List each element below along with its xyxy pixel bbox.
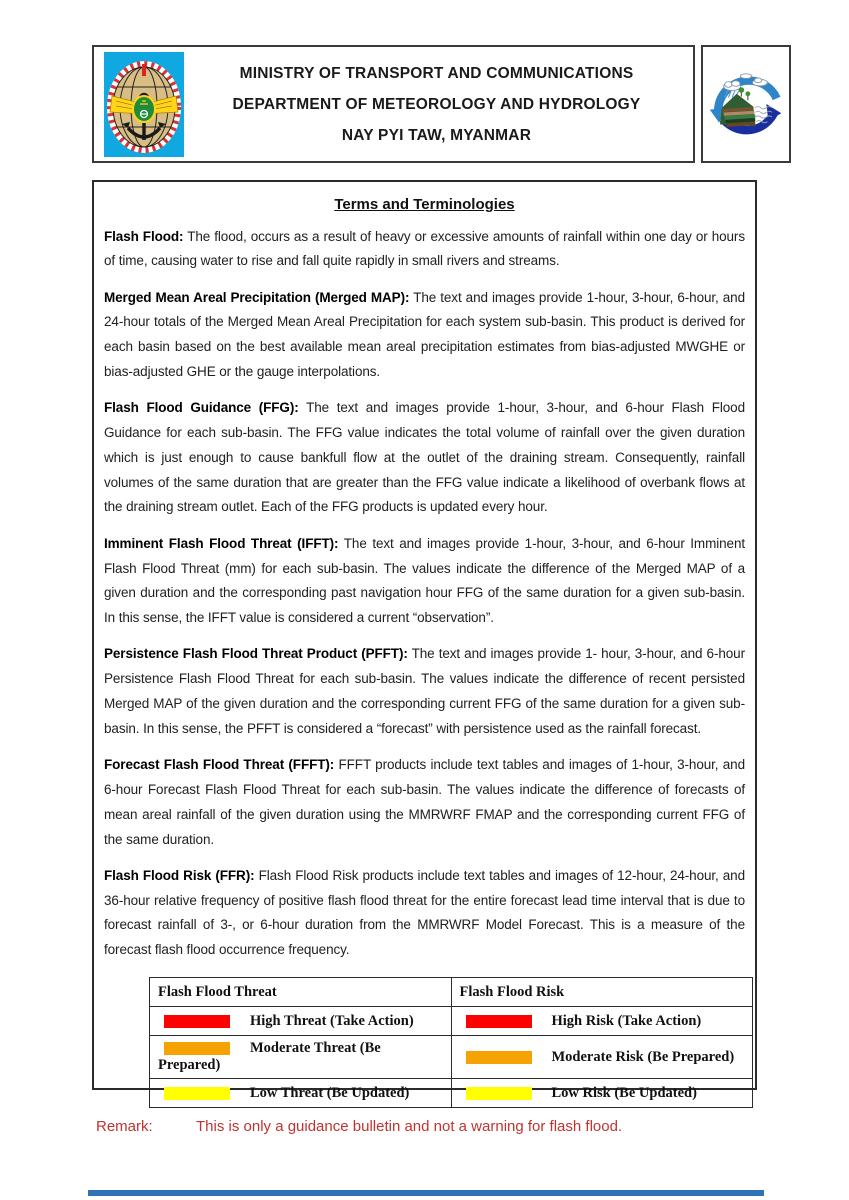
term-definition: The text and images provide 1-hour, 3-hour, and 6-hour Imminent Flash Flood Threat (mm) for each sub-basin. The values indicate the difference of the Merged MAP of a given duration and the corresponding past navigation hour FFG of the same duration for a given sub-basin. In this sense, the IFFT value is considered a current “observation”. bbox=[104, 535, 745, 626]
term-label: Flash Flood Guidance (FFG): bbox=[104, 400, 299, 416]
term-definition: Flash Flood Risk products include text tables and images of 12-hour, 24-hour, and 36-hour relative frequency of positive flash flood threat for the entire forecast lead time interval that is due to forecast rainfall of 3-, or 6-hour duration from the MMRWRF Model Forecast. This is a measure of the forecast flash flood occurrence frequency. bbox=[104, 867, 745, 958]
legend-label: Moderate Risk (Be Prepared) bbox=[551, 1048, 735, 1065]
term-definition: The text and images provide 1-hour, 3-hour, and 6-hour Flash Flood Guidance for each sub-basin. The FFG value indicates the total volume of rainfall over the given duration which is just enough to cause bankfull flow at the outlet of the draining stream. Consequently, rainfall volumes of the same duration that are greater than the FFG value indicate a likelihood of overbank flows at the draining stream outlet. Each of the FFG products is updated every hour. bbox=[104, 400, 745, 515]
page-title-text: Terms and Terminologies bbox=[334, 196, 515, 213]
legend-cell bbox=[150, 1036, 452, 1079]
term-definition: The text and images provide 1-hour, 3-hour, 6-hour, and 24-hour totals of the Merged Mean Areal Precipitation for each system sub-basin. This product is derived for each basin based on the best available mean areal precipitation estimates from bias-adjusted MWGHE or bias-adjusted GHE or the gauge interpolations. bbox=[104, 289, 745, 379]
hydrology-logo-box bbox=[701, 45, 791, 163]
letterhead-titles bbox=[194, 58, 693, 151]
moderate-risk-color-swatch bbox=[466, 1051, 532, 1064]
legend-cell bbox=[451, 1036, 753, 1079]
term-definition: The flood, occurs as a result of heavy or excessive amounts of rainfall within one day or hours of time, causing water to rise and fall quite rapidly in small rivers and streams. bbox=[104, 228, 745, 269]
legend-cell bbox=[451, 1007, 753, 1036]
term-label: Flash Flood Risk (FFR): bbox=[104, 867, 255, 883]
ministry-emblem-icon bbox=[104, 52, 184, 157]
table-header-row bbox=[150, 978, 753, 1007]
table-row-high bbox=[150, 1007, 753, 1036]
threat-risk-legend-table bbox=[149, 977, 753, 1108]
high-risk-color-swatch bbox=[466, 1015, 532, 1028]
legend-cell bbox=[150, 1079, 452, 1108]
legend-label: Low Risk (Be Updated) bbox=[551, 1084, 697, 1101]
paragraph-merged-map bbox=[104, 286, 745, 385]
term-label: Persistence Flash Flood Threat Product (PFFT): bbox=[104, 646, 408, 662]
column-header-threat: Flash Flood Threat bbox=[150, 978, 452, 1007]
footer-bar bbox=[88, 1190, 764, 1196]
location-title: NAY PYI TAW, MYANMAR bbox=[341, 126, 532, 144]
high-threat-color-swatch bbox=[164, 1015, 230, 1028]
term-definition: The text and images provide 1- hour, 3-hour, and 6-hour Persistence Flash Flood Threat for each sub-basin. The values indicate the difference of recent persisted Merged MAP of the given duration and the corresponding current FFG of the same duration for a given sub-basin. In this sense, the PFFT is considered a “forecast” with persistence used as the rainfall forecast. bbox=[104, 646, 745, 736]
ministry-emblem-logo-icon bbox=[94, 52, 194, 157]
remark-label: Remark: bbox=[96, 1118, 153, 1135]
term-label: Forecast Flash Flood Threat (FFFT): bbox=[104, 757, 335, 773]
paragraph-pfft bbox=[104, 642, 745, 741]
department-title: DEPARTMENT OF METEOROLOGY AND HYDROLOGY bbox=[232, 95, 641, 113]
paragraph-ffft bbox=[104, 753, 745, 852]
legend-label: High Risk (Take Action) bbox=[551, 1012, 702, 1029]
paragraph-ffr bbox=[104, 864, 745, 963]
low-threat-color-swatch bbox=[164, 1087, 230, 1100]
column-header-risk: Flash Flood Risk bbox=[451, 978, 753, 1007]
term-label: Merged Mean Areal Precipitation (Merged MAP): bbox=[104, 289, 410, 305]
letterhead bbox=[92, 45, 695, 163]
legend-label: High Threat (Take Action) bbox=[250, 1012, 414, 1029]
legend-cell bbox=[451, 1079, 753, 1108]
paragraph-ifft bbox=[104, 532, 745, 631]
moderate-threat-color-swatch bbox=[164, 1042, 230, 1055]
page-title bbox=[104, 196, 745, 213]
table-row-low bbox=[150, 1079, 753, 1108]
term-definition: FFFT products include text tables and images of 1-hour, 3-hour, and 6-hour Forecast Flash Flood Threat for each sub-basin. The values indicate the difference of forecasts of mean areal rainfall of the given duration using the MMRWRF FMAP and the corresponding current FFG of the same duration. bbox=[104, 757, 745, 847]
term-label: Flash Flood: bbox=[104, 228, 184, 244]
paragraph-flash-flood bbox=[104, 225, 745, 275]
terms-section bbox=[92, 180, 757, 1101]
term-label: Imminent Flash Flood Threat (IFFT): bbox=[104, 535, 339, 551]
hydrology-water-cycle-icon bbox=[707, 62, 785, 146]
legend-cell bbox=[150, 1007, 452, 1036]
table-row-moderate bbox=[150, 1036, 753, 1079]
low-risk-color-swatch bbox=[466, 1087, 532, 1100]
remark bbox=[96, 1118, 736, 1135]
ministry-title: MINISTRY OF TRANSPORT AND COMMUNICATIONS bbox=[239, 64, 634, 82]
remark-text: This is only a guidance bulletin and not a warning for flash flood. bbox=[196, 1118, 623, 1135]
paragraph-ffg bbox=[104, 396, 745, 520]
legend-label: Low Threat (Be Updated) bbox=[250, 1084, 410, 1101]
legend-label: Moderate Threat (Be Prepared) bbox=[158, 1040, 381, 1074]
